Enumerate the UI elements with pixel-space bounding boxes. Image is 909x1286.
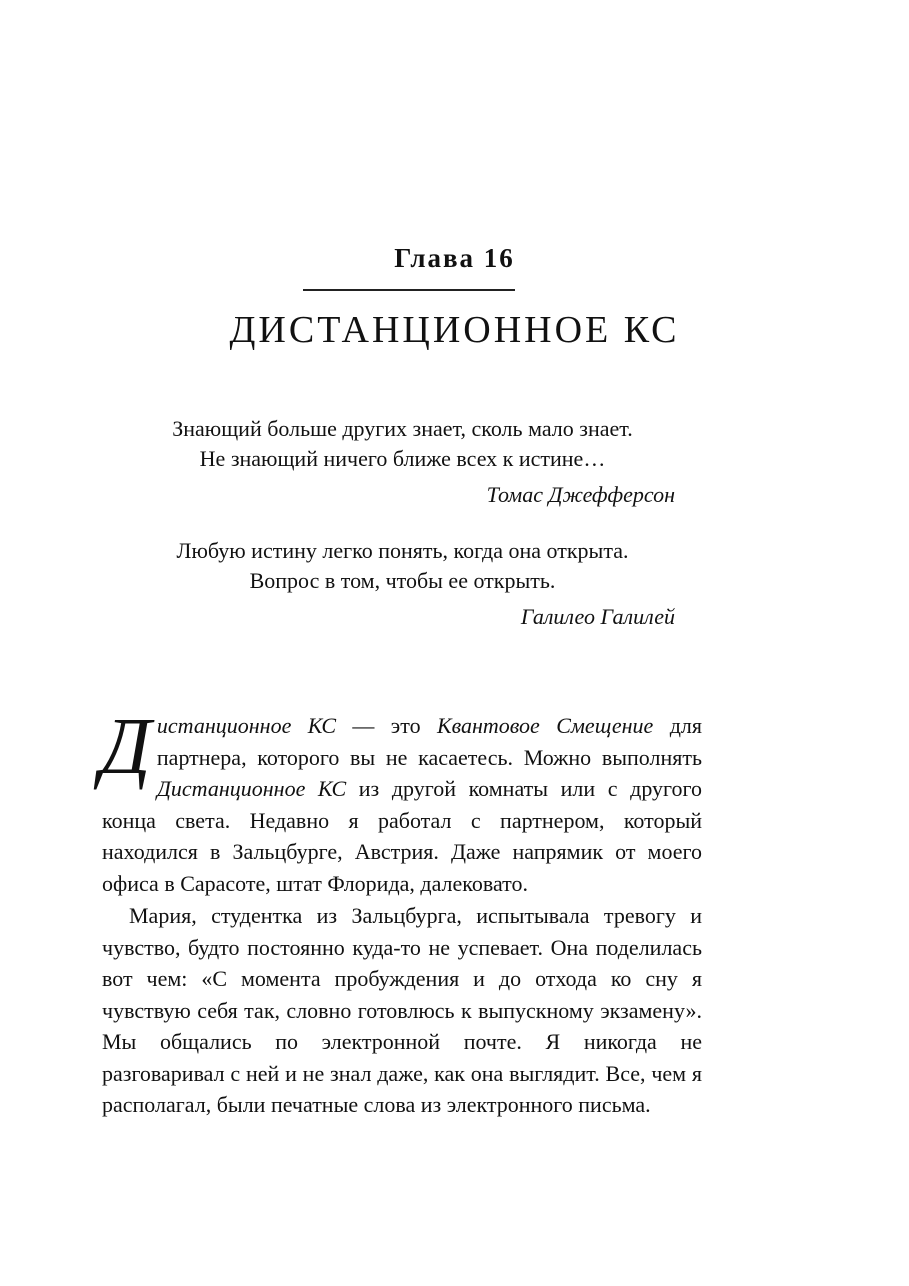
epigraph-line: Вопрос в том, чтобы ее открыть. bbox=[249, 568, 556, 593]
term-remote-qs-1: истанционное КС bbox=[156, 713, 336, 738]
paragraph-1 bbox=[100, 703, 703, 899]
chapter-number: Глава 16 bbox=[394, 243, 515, 273]
term-quantum-shift: Квантовое Смещение bbox=[436, 713, 654, 738]
paragraph-2: Мария, студентка из Зальцбурга, испытывала тревогу и чувство, будто постоянно куда-то не успевает. Она поделилась вот чем: «С момента пробуждения и до отхода ко сну я чувствую себя так, словно готовлюсь к выпускному экзамену». Мы общались по электронной почте. Я никогда не разговаривал с ней и не знал даже, как она выглядит. Все, чем я располагал, были печатные слова из электронного письма. bbox=[102, 903, 702, 1117]
epigraph-jefferson bbox=[130, 414, 675, 510]
paragraph-text: — это bbox=[336, 713, 437, 738]
chapter-divider bbox=[303, 289, 515, 291]
paragraph-text: для партнера, которого вы не касаетесь. Можно выполнять bbox=[156, 713, 703, 770]
epigraph-galileo bbox=[130, 536, 675, 632]
drop-cap: Д bbox=[100, 703, 151, 791]
term-remote-qs-2: Дистанционное КС bbox=[156, 776, 347, 801]
epigraph-author: Галилео Галилей bbox=[520, 604, 675, 629]
epigraph-line: Любую истину легко понять, когда она открыта. bbox=[176, 538, 629, 563]
body-text bbox=[100, 703, 703, 1121]
epigraph-line: Знающий больше других знает, сколь мало знает. bbox=[172, 416, 633, 441]
epigraph-author: Томас Джефферсон bbox=[486, 482, 675, 507]
paragraph-text: из другой комнаты или с другого конца света. Недавно я работал с партнером, который находился в Зальцбурге, Австрия. Даже напрямик от моего офиса в Сарасоте, штат Флорида, далековато. bbox=[102, 776, 702, 896]
chapter-title: ДИСТАНЦИОННОЕ КС bbox=[229, 309, 680, 351]
epigraph-line: Не знающий ничего ближе всех к истине… bbox=[199, 446, 606, 471]
